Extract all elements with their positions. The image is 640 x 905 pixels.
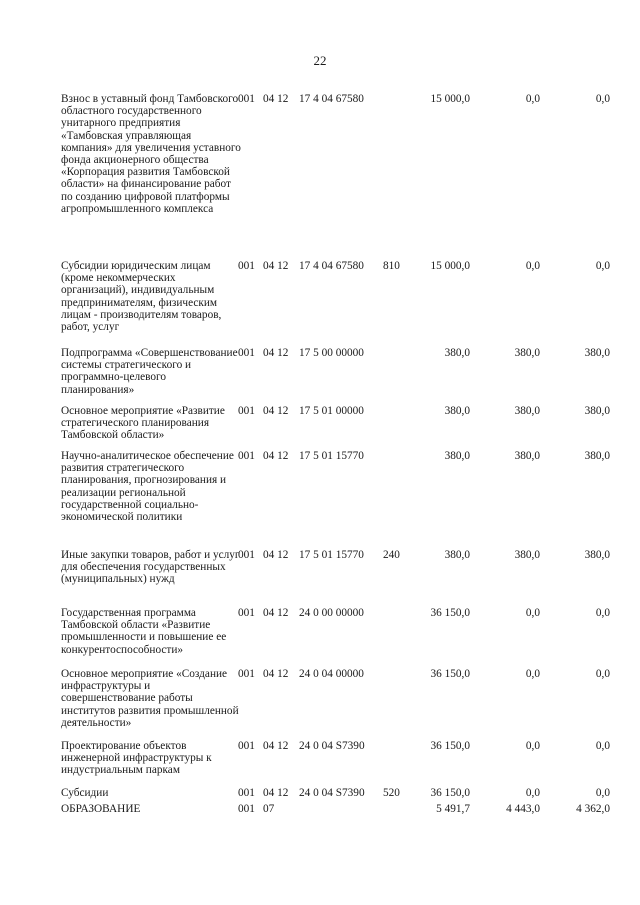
row-amount-1: 15 000,0 bbox=[430, 93, 470, 105]
row-name: Основное мероприятие «Развитие стратегического планирования Тамбовской области» bbox=[61, 405, 225, 442]
row-amount-2: 0,0 bbox=[525, 668, 540, 680]
row-type: 810 bbox=[383, 260, 400, 272]
row-section: 04 12 bbox=[263, 347, 289, 359]
row-amount-1: 380,0 bbox=[444, 347, 470, 359]
page-number: 22 bbox=[313, 53, 327, 68]
row-amount-2: 380,0 bbox=[514, 347, 540, 359]
row-vd: 001 bbox=[238, 803, 255, 815]
row-name: Взнос в уставный фонд Тамбовского областного государственного унитарного предприятия «Тамбовская управляющая компания» для увеличения уставного фонда акционерного общества «Корпорация развития Тамбовской области» на финансирование работ по созданию цифровой платформы агропромышленного комплекса bbox=[61, 93, 241, 215]
row-amount-3: 4 362,0 bbox=[576, 803, 610, 815]
row-name: Проектирование объектов инженерной инфраструктуры к индустриальным паркам bbox=[61, 740, 212, 777]
row-vd: 001 bbox=[238, 450, 255, 462]
row-amount-3: 0,0 bbox=[595, 668, 610, 680]
row-vd: 001 bbox=[238, 549, 255, 561]
row-amount-3: 0,0 bbox=[595, 787, 610, 799]
row-section: 04 12 bbox=[263, 450, 289, 462]
row-amount-1: 36 150,0 bbox=[430, 740, 470, 752]
row-amount-3: 380,0 bbox=[584, 450, 610, 462]
row-section: 04 12 bbox=[263, 549, 289, 561]
row-amount-1: 380,0 bbox=[444, 549, 470, 561]
row-amount-3: 0,0 bbox=[595, 607, 610, 619]
row-name: Подпрограмма «Совершенствование системы стратегического и программно-целевого планирования» bbox=[61, 347, 238, 396]
row-section: 04 12 bbox=[263, 93, 289, 105]
row-amount-1: 5 491,7 bbox=[436, 803, 470, 815]
row-target: 24 0 04 00000 bbox=[299, 668, 364, 680]
row-amount-1: 36 150,0 bbox=[430, 607, 470, 619]
row-name: ОБРАЗОВАНИЕ bbox=[61, 803, 141, 815]
row-amount-2: 4 443,0 bbox=[506, 803, 540, 815]
row-amount-2: 0,0 bbox=[525, 607, 540, 619]
row-amount-2: 380,0 bbox=[514, 450, 540, 462]
row-vd: 001 bbox=[238, 668, 255, 680]
row-section: 04 12 bbox=[263, 260, 289, 272]
row-amount-2: 0,0 bbox=[525, 787, 540, 799]
row-section: 04 12 bbox=[263, 787, 289, 799]
row-section: 04 12 bbox=[263, 405, 289, 417]
row-section: 04 12 bbox=[263, 607, 289, 619]
row-name: Иные закупки товаров, работ и услуг для обеспечения государственных (муниципальных) нужд bbox=[61, 549, 240, 586]
row-target: 17 5 01 15770 bbox=[299, 549, 364, 561]
row-amount-1: 36 150,0 bbox=[430, 668, 470, 680]
row-target: 24 0 04 S7390 bbox=[299, 787, 365, 799]
row-type: 240 bbox=[383, 549, 400, 561]
row-name: Основное мероприятие «Создание инфраструктуры и совершенствование работы институтов развития промышленной деятельности» bbox=[61, 668, 239, 729]
row-amount-3: 380,0 bbox=[584, 347, 610, 359]
row-target: 17 5 00 00000 bbox=[299, 347, 364, 359]
row-vd: 001 bbox=[238, 607, 255, 619]
row-amount-3: 380,0 bbox=[584, 549, 610, 561]
row-vd: 001 bbox=[238, 260, 255, 272]
row-name: Государственная программа Тамбовской области «Развитие промышленности и повышение ее конкурентоспособности» bbox=[61, 607, 227, 656]
row-target: 17 5 01 00000 bbox=[299, 405, 364, 417]
row-vd: 001 bbox=[238, 405, 255, 417]
row-amount-2: 380,0 bbox=[514, 405, 540, 417]
row-target: 17 5 01 15770 bbox=[299, 450, 364, 462]
row-amount-3: 0,0 bbox=[595, 93, 610, 105]
row-target: 17 4 04 67580 bbox=[299, 93, 364, 105]
row-amount-2: 0,0 bbox=[525, 740, 540, 752]
row-amount-2: 380,0 bbox=[514, 549, 540, 561]
row-amount-3: 380,0 bbox=[584, 405, 610, 417]
row-amount-2: 0,0 bbox=[525, 93, 540, 105]
row-name: Субсидии bbox=[61, 787, 109, 799]
row-amount-3: 0,0 bbox=[595, 740, 610, 752]
row-amount-1: 380,0 bbox=[444, 405, 470, 417]
row-target: 17 4 04 67580 bbox=[299, 260, 364, 272]
row-amount-1: 36 150,0 bbox=[430, 787, 470, 799]
row-vd: 001 bbox=[238, 787, 255, 799]
row-vd: 001 bbox=[238, 347, 255, 359]
row-target: 24 0 00 00000 bbox=[299, 607, 364, 619]
row-target: 24 0 04 S7390 bbox=[299, 740, 365, 752]
row-name: Научно-аналитическое обеспечение развития стратегического планирования, прогнозирования и реализации региональной государственной социально-экономической политики bbox=[61, 450, 234, 524]
row-name: Субсидии юридическим лицам (кроме некоммерческих организаций), индивидуальным предпринимателям, физическим лицам - производителям товаров, работ, услуг bbox=[61, 260, 222, 334]
row-amount-1: 15 000,0 bbox=[430, 260, 470, 272]
row-amount-1: 380,0 bbox=[444, 450, 470, 462]
row-vd: 001 bbox=[238, 93, 255, 105]
row-amount-2: 0,0 bbox=[525, 260, 540, 272]
row-type: 520 bbox=[383, 787, 400, 799]
row-section: 04 12 bbox=[263, 740, 289, 752]
row-vd: 001 bbox=[238, 740, 255, 752]
row-section: 04 12 bbox=[263, 668, 289, 680]
row-amount-3: 0,0 bbox=[595, 260, 610, 272]
row-section: 07 bbox=[263, 803, 275, 815]
